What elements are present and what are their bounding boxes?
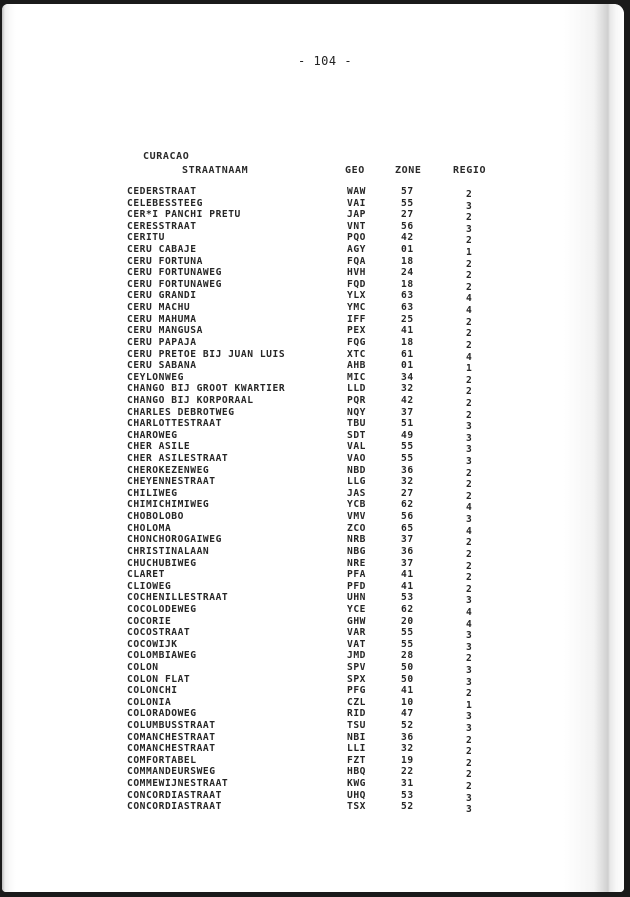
table-row (127, 453, 507, 468)
street-name-cell: COMFORTABEL (127, 754, 197, 766)
table-row (127, 395, 507, 407)
zone-cell: 32 (401, 383, 414, 395)
zone-cell: 28 (401, 650, 414, 662)
regio-cell: 3 (466, 444, 473, 456)
zone-cell: 42 (401, 232, 414, 244)
street-name-cell: CHANGO BIJ KORPORAAL (127, 394, 254, 406)
street-name-cell: CERU SABANA (127, 360, 197, 372)
regio-cell: 2 (466, 560, 473, 572)
regio-cell: 3 (466, 514, 473, 526)
street-name-cell: COMMANDEURSWEG (127, 766, 216, 778)
geo-code-cell: NBG (347, 545, 366, 557)
geo-code-cell: VAO (347, 453, 366, 465)
zone-cell: 63 (401, 302, 414, 314)
street-name-cell: CHIMICHIMIWEG (127, 499, 210, 511)
table-row (127, 279, 507, 291)
table-row (127, 662, 507, 674)
regio-cell: 2 (466, 769, 473, 781)
table-row (127, 732, 507, 744)
regio-cell: 2 (466, 374, 473, 386)
table-row (127, 418, 507, 433)
geo-code-cell: HBQ (347, 766, 366, 778)
table-row (127, 546, 507, 558)
geo-code-cell: YMC (347, 302, 366, 314)
regio-cell: 3 (466, 664, 473, 676)
regio-cell: 3 (466, 676, 473, 688)
street-name-cell: CEYLONWEG (127, 371, 184, 383)
table-row (127, 766, 507, 781)
regio-cell: 2 (466, 397, 473, 409)
regio-cell: 2 (466, 583, 473, 595)
street-name-cell: CERU FORTUNAWEG (127, 267, 222, 279)
geo-code-cell: PFG (347, 685, 366, 697)
page-number: - 104 - (298, 54, 353, 68)
regio-cell: 2 (466, 409, 473, 421)
regio-cell: 2 (466, 781, 473, 793)
geo-code-cell: IFF (347, 313, 366, 325)
regio-cell: 3 (466, 723, 473, 735)
geo-code-cell: VMV (347, 511, 366, 523)
geo-code-cell: TSU (347, 720, 366, 732)
zone-cell: 52 (401, 801, 414, 813)
geo-code-cell: VAR (347, 627, 366, 639)
zone-cell: 51 (401, 418, 414, 430)
column-header-geo: GEO (345, 165, 365, 176)
table-row (127, 755, 507, 767)
geo-code-cell: PQO (347, 232, 366, 244)
table-row (127, 407, 507, 419)
regio-cell: 3 (466, 456, 473, 468)
street-name-cell: CHEYENNESTRAAT (127, 476, 216, 488)
table-row (127, 349, 507, 361)
street-name-cell: COMANCHESTRAAT (127, 743, 216, 755)
regio-cell: 2 (466, 688, 473, 700)
geo-code-cell: NRB (347, 534, 366, 546)
table-row (127, 685, 507, 700)
table-row (127, 488, 507, 500)
regio-cell: 4 (466, 502, 473, 514)
regio-cell: 2 (466, 212, 473, 224)
table-row (127, 372, 507, 384)
street-name-cell: CERU PRETOE BIJ JUAN LUIS (127, 348, 286, 360)
regio-cell: 2 (466, 479, 473, 491)
geo-code-cell: RID (347, 708, 366, 720)
street-name-cell: COLOMBIAWEG (127, 650, 197, 662)
regio-cell: 4 (466, 606, 473, 618)
table-row (127, 639, 507, 651)
zone-cell: 20 (401, 615, 414, 627)
regio-cell: 2 (466, 339, 473, 351)
table-row (127, 674, 507, 686)
zone-cell: 55 (401, 453, 414, 465)
regio-cell: 4 (466, 351, 473, 363)
regio-cell: 2 (466, 316, 473, 328)
zone-cell: 41 (401, 569, 414, 581)
street-name-cell: CHER ASILE (127, 441, 191, 453)
geo-code-cell: TSX (347, 801, 366, 813)
zone-cell: 53 (401, 592, 414, 604)
table-row (127, 778, 507, 793)
regio-cell: 2 (466, 189, 473, 200)
street-name-cell: CERU FORTUNA (127, 255, 203, 267)
zone-cell: 18 (401, 336, 414, 348)
street-name-cell: CHILIWEG (127, 487, 178, 499)
table-row (127, 511, 507, 526)
street-name-cell: COMMEWIJNESTRAAT (127, 778, 229, 790)
zone-cell: 18 (401, 255, 414, 267)
street-name-cell: CHOLOMA (127, 522, 172, 534)
table-row (127, 558, 507, 570)
geo-code-cell: MIC (347, 371, 366, 383)
zone-cell: 47 (401, 708, 414, 720)
regio-cell: 2 (466, 328, 473, 340)
regio-cell: 2 (466, 235, 473, 247)
geo-code-cell: AGY (347, 244, 366, 256)
zone-cell: 27 (401, 209, 414, 221)
column-header-regio: REGIO (453, 165, 487, 176)
geo-code-cell: FQD (347, 278, 366, 290)
street-name-cell: CERU MANGUSA (127, 325, 203, 337)
table-row (127, 360, 507, 375)
table-row (127, 383, 507, 398)
street-name-cell: CHARLOTTESTRAAT (127, 418, 222, 430)
street-name-cell: CERESSTRAAT (127, 220, 197, 232)
table-row (127, 569, 507, 584)
regio-cell: 3 (466, 421, 473, 433)
street-name-cell: COLON (127, 661, 159, 673)
street-name-cell: COCOSTRAAT (127, 627, 191, 639)
street-name-cell: CERU CABAJE (127, 244, 197, 256)
scanned-page (2, 4, 624, 892)
zone-cell: 27 (401, 487, 414, 499)
zone-cell: 36 (401, 545, 414, 557)
street-name-cell: COLUMBUSSTRAAT (127, 720, 216, 732)
regio-cell: 2 (466, 258, 473, 270)
zone-cell: 37 (401, 534, 414, 546)
table-row (127, 465, 507, 477)
table-row (127, 697, 507, 709)
regio-cell: 3 (466, 804, 473, 816)
zone-cell: 24 (401, 267, 414, 279)
zone-cell: 34 (401, 371, 414, 383)
street-name-cell: COLON FLAT (127, 673, 191, 685)
geo-code-cell: NBD (347, 464, 366, 476)
regio-cell: 2 (466, 281, 473, 293)
street-name-cell: COCOLODEWEG (127, 603, 197, 615)
street-name-cell: CEDERSTRAAT (127, 186, 197, 197)
zone-cell: 56 (401, 220, 414, 232)
street-table (127, 186, 507, 816)
table-row (127, 209, 507, 224)
street-name-cell: CELEBESSTEEG (127, 197, 203, 209)
regio-cell: 4 (466, 305, 473, 317)
table-row (127, 302, 507, 317)
street-name-cell: CERU PAPAJA (127, 336, 197, 348)
zone-cell: 50 (401, 661, 414, 673)
regio-cell: 3 (466, 641, 473, 653)
regio-cell: 4 (466, 618, 473, 630)
table-row (127, 616, 507, 628)
street-name-cell: CER*I PANCHI PRETU (127, 209, 241, 221)
street-name-cell: CERU MAHUMA (127, 313, 197, 325)
table-row (127, 337, 507, 349)
table-row (127, 604, 507, 616)
street-name-cell: COCHENILLESTRAAT (127, 592, 229, 604)
street-name-cell: COMANCHESTRAAT (127, 731, 216, 743)
geo-code-cell: KWG (347, 778, 366, 790)
geo-code-cell: LLD (347, 383, 366, 395)
street-name-cell: CERU GRANDI (127, 290, 197, 302)
regio-cell: 3 (466, 711, 473, 723)
zone-cell: 41 (401, 685, 414, 697)
street-name-cell: CONCORDIASTRAAT (127, 801, 222, 813)
regio-cell: 4 (466, 525, 473, 537)
street-name-cell: CLIOWEG (127, 580, 172, 592)
zone-cell: 55 (401, 627, 414, 639)
zone-cell: 22 (401, 766, 414, 778)
zone-cell: 52 (401, 720, 414, 732)
street-name-cell: CHOBOLOBO (127, 511, 184, 523)
street-name-cell: CERU FORTUNAWEG (127, 278, 222, 290)
zone-cell: 01 (401, 244, 414, 256)
zone-cell: 50 (401, 673, 414, 685)
table-row (127, 198, 507, 210)
zone-cell: 49 (401, 429, 414, 441)
geo-code-cell: VNT (347, 220, 366, 232)
table-row (127, 256, 507, 268)
regio-cell: 2 (466, 386, 473, 398)
table-row (127, 650, 507, 665)
zone-cell: 32 (401, 476, 414, 488)
street-name-cell: CHONCHOROGAIWEG (127, 534, 222, 546)
street-name-cell: COLONIA (127, 696, 172, 708)
table-row (127, 290, 507, 305)
table-row (127, 592, 507, 607)
zone-cell: 42 (401, 394, 414, 406)
geo-code-cell: VAI (347, 197, 366, 209)
zone-cell: 55 (401, 197, 414, 209)
street-name-cell: CHANGO BIJ GROOT KWARTIER (127, 383, 286, 395)
zone-cell: 01 (401, 360, 414, 372)
table-row (127, 314, 507, 326)
geo-code-cell: SPX (347, 673, 366, 685)
geo-code-cell: NBI (347, 731, 366, 743)
zone-cell: 32 (401, 743, 414, 755)
regio-cell: 2 (466, 490, 473, 502)
geo-code-cell: TBU (347, 418, 366, 430)
zone-cell: 36 (401, 731, 414, 743)
geo-code-cell: PFD (347, 580, 366, 592)
street-name-cell: CHEROKEZENWEG (127, 464, 210, 476)
zone-cell: 55 (401, 441, 414, 453)
regio-cell: 1 (466, 363, 473, 375)
regio-cell: 2 (466, 653, 473, 665)
table-row (127, 232, 507, 247)
regio-cell: 1 (466, 247, 473, 259)
geo-code-cell: FQG (347, 336, 366, 348)
geo-code-cell: JAP (347, 209, 366, 221)
regio-cell: 3 (466, 630, 473, 642)
street-name-cell: CLARET (127, 569, 165, 581)
geo-code-cell: UHQ (347, 789, 366, 801)
regio-cell: 3 (466, 595, 473, 607)
regio-cell: 3 (466, 792, 473, 804)
street-name-cell: CERU MACHU (127, 302, 191, 314)
zone-cell: 41 (401, 580, 414, 592)
street-name-cell: COLONCHI (127, 685, 178, 697)
zone-cell: 57 (401, 186, 414, 197)
zone-cell: 56 (401, 511, 414, 523)
table-row (127, 790, 507, 802)
geo-code-cell: PQR (347, 394, 366, 406)
zone-cell: 18 (401, 278, 414, 290)
table-row (127, 186, 507, 198)
zone-cell: 62 (401, 499, 414, 511)
table-row (127, 743, 507, 758)
street-name-cell: COLORADOWEG (127, 708, 197, 720)
table-row (127, 708, 507, 723)
regio-cell: 2 (466, 746, 473, 758)
table-row (127, 801, 507, 816)
regio-cell: 3 (466, 432, 473, 444)
geo-code-cell: YCE (347, 603, 366, 615)
table-row (127, 267, 507, 282)
geo-code-cell: LLG (347, 476, 366, 488)
street-name-cell: CHUCHUBIWEG (127, 557, 197, 569)
street-name-cell: CONCORDIASTRAAT (127, 789, 222, 801)
geo-code-cell: HVH (347, 267, 366, 279)
table-row (127, 523, 507, 535)
column-header-zone: ZONE (395, 165, 422, 176)
geo-code-cell: JAS (347, 487, 366, 499)
table-row (127, 430, 507, 442)
geo-code-cell: YCB (347, 499, 366, 511)
geo-code-cell: LLI (347, 743, 366, 755)
geo-code-cell: XTC (347, 348, 366, 360)
regio-cell: 1 (466, 699, 473, 711)
table-row (127, 325, 507, 340)
regio-cell: 2 (466, 757, 473, 769)
geo-code-cell: NQY (347, 406, 366, 418)
zone-cell: 19 (401, 754, 414, 766)
regio-cell: 2 (466, 467, 473, 479)
zone-cell: 10 (401, 696, 414, 708)
geo-code-cell: VAL (347, 441, 366, 453)
regio-cell: 3 (466, 223, 473, 235)
zone-cell: 55 (401, 638, 414, 650)
geo-code-cell: PFA (347, 569, 366, 581)
regio-cell: 2 (466, 537, 473, 549)
regio-cell: 2 (466, 270, 473, 282)
street-name-cell: COCORIE (127, 615, 172, 627)
table-row (127, 627, 507, 642)
street-name-cell: COCOWIJK (127, 638, 178, 650)
geo-code-cell: FZT (347, 754, 366, 766)
geo-code-cell: UHN (347, 592, 366, 604)
geo-code-cell: WAW (347, 186, 366, 197)
column-header-straatnaam: STRAATNAAM (182, 165, 249, 176)
zone-cell: 37 (401, 406, 414, 418)
zone-cell: 31 (401, 778, 414, 790)
zone-cell: 36 (401, 464, 414, 476)
geo-code-cell: JMD (347, 650, 366, 662)
table-row (127, 720, 507, 735)
country-heading: CURACAO (143, 151, 190, 162)
table-row (127, 476, 507, 491)
zone-cell: 53 (401, 789, 414, 801)
geo-code-cell: FQA (347, 255, 366, 267)
geo-code-cell: PEX (347, 325, 366, 337)
street-name-cell: CHARLES DEBROTWEG (127, 406, 235, 418)
zone-cell: 63 (401, 290, 414, 302)
regio-cell: 4 (466, 293, 473, 305)
geo-code-cell: AHB (347, 360, 366, 372)
regio-cell: 2 (466, 548, 473, 560)
zone-cell: 61 (401, 348, 414, 360)
street-name-cell: CHAROWEG (127, 429, 178, 441)
geo-code-cell: CZL (347, 696, 366, 708)
table-row (127, 441, 507, 456)
geo-code-cell: SDT (347, 429, 366, 441)
street-name-cell: CHER ASILESTRAAT (127, 453, 229, 465)
table-row (127, 534, 507, 549)
geo-code-cell: VAT (347, 638, 366, 650)
regio-cell: 3 (466, 200, 473, 212)
street-name-cell: CHRISTINALAAN (127, 545, 210, 557)
regio-cell: 2 (466, 734, 473, 746)
zone-cell: 65 (401, 522, 414, 534)
geo-code-cell: SPV (347, 661, 366, 673)
zone-cell: 41 (401, 325, 414, 337)
table-row (127, 581, 507, 593)
zone-cell: 37 (401, 557, 414, 569)
page-binding-shadow (564, 4, 624, 892)
geo-code-cell: YLX (347, 290, 366, 302)
table-row (127, 244, 507, 259)
page-left-edge-shadow (2, 4, 16, 892)
geo-code-cell: ZCO (347, 522, 366, 534)
regio-cell: 2 (466, 572, 473, 584)
zone-cell: 62 (401, 603, 414, 615)
zone-cell: 25 (401, 313, 414, 325)
geo-code-cell: NRE (347, 557, 366, 569)
table-row (127, 499, 507, 514)
street-name-cell: CERITU (127, 232, 165, 244)
table-row (127, 221, 507, 233)
geo-code-cell: GHW (347, 615, 366, 627)
